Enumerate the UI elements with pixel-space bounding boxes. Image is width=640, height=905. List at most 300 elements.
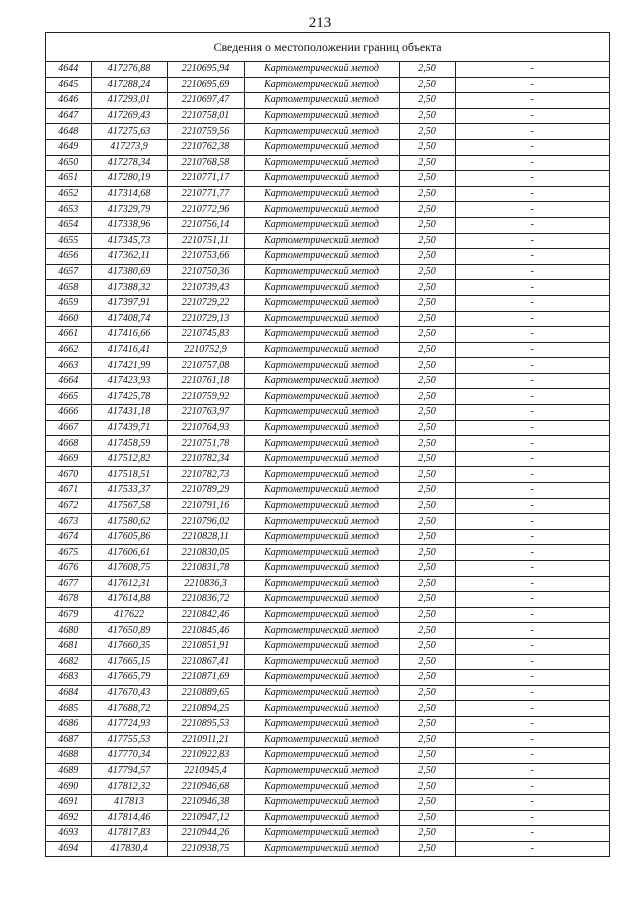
accuracy-cell: 2,50 xyxy=(399,592,455,608)
table-row xyxy=(46,389,609,405)
accuracy-cell: 2,50 xyxy=(399,576,455,592)
method-cell: Картометрический метод xyxy=(244,295,399,311)
coordinate-x-cell: 417670,43 xyxy=(91,685,167,701)
coordinate-y-cell: 2210771,17 xyxy=(167,171,244,187)
table-row xyxy=(46,826,609,842)
coordinate-x-cell: 417665,15 xyxy=(91,654,167,670)
accuracy-cell: 2,50 xyxy=(399,311,455,327)
point-number-cell: 4680 xyxy=(46,623,91,639)
note-cell: - xyxy=(455,810,609,826)
table-row xyxy=(46,451,609,467)
point-number-cell: 4669 xyxy=(46,451,91,467)
coordinate-y-cell: 2210895,53 xyxy=(167,716,244,732)
coordinate-y-cell: 2210945,4 xyxy=(167,763,244,779)
coordinate-x-cell: 417329,79 xyxy=(91,202,167,218)
note-cell: - xyxy=(455,779,609,795)
table-row xyxy=(46,139,609,155)
table-row xyxy=(46,841,609,857)
coordinate-x-cell: 417416,41 xyxy=(91,342,167,358)
coordinate-y-cell: 2210695,69 xyxy=(167,77,244,93)
method-cell: Картометрический метод xyxy=(244,420,399,436)
method-cell: Картометрический метод xyxy=(244,93,399,109)
method-cell: Картометрический метод xyxy=(244,155,399,171)
method-cell: Картометрический метод xyxy=(244,62,399,77)
point-number-cell: 4670 xyxy=(46,467,91,483)
point-number-cell: 4668 xyxy=(46,436,91,452)
accuracy-cell: 2,50 xyxy=(399,436,455,452)
method-cell: Картометрический метод xyxy=(244,794,399,810)
coordinate-x-cell: 417512,82 xyxy=(91,451,167,467)
coordinate-y-cell: 2210867,41 xyxy=(167,654,244,670)
coordinate-x-cell: 417380,69 xyxy=(91,264,167,280)
method-cell: Картометрический метод xyxy=(244,561,399,577)
coordinate-x-cell: 417794,57 xyxy=(91,763,167,779)
note-cell: - xyxy=(455,233,609,249)
coordinate-y-cell: 2210836,72 xyxy=(167,592,244,608)
point-number-cell: 4671 xyxy=(46,483,91,499)
coordinate-y-cell: 2210836,3 xyxy=(167,576,244,592)
table-row xyxy=(46,716,609,732)
table-row xyxy=(46,545,609,561)
table-row xyxy=(46,529,609,545)
point-number-cell: 4655 xyxy=(46,233,91,249)
coordinate-x-cell: 417421,99 xyxy=(91,358,167,374)
note-cell: - xyxy=(455,217,609,233)
note-cell: - xyxy=(455,514,609,530)
table-row xyxy=(46,108,609,124)
note-cell: - xyxy=(455,716,609,732)
method-cell: Картометрический метод xyxy=(244,342,399,358)
point-number-cell: 4663 xyxy=(46,358,91,374)
coordinate-x-cell: 417518,51 xyxy=(91,467,167,483)
accuracy-cell: 2,50 xyxy=(399,670,455,686)
point-number-cell: 4644 xyxy=(46,62,91,77)
note-cell: - xyxy=(455,280,609,296)
coordinate-x-cell: 417275,63 xyxy=(91,124,167,140)
table-row xyxy=(46,342,609,358)
method-cell: Картометрический метод xyxy=(244,108,399,124)
coordinate-y-cell: 2210750,36 xyxy=(167,264,244,280)
coordinate-x-cell: 417688,72 xyxy=(91,701,167,717)
method-cell: Картометрический метод xyxy=(244,732,399,748)
point-number-cell: 4682 xyxy=(46,654,91,670)
coordinate-y-cell: 2210751,78 xyxy=(167,436,244,452)
table-row xyxy=(46,311,609,327)
point-number-cell: 4685 xyxy=(46,701,91,717)
coordinate-y-cell: 2210828,11 xyxy=(167,529,244,545)
coordinate-y-cell: 2210830,05 xyxy=(167,545,244,561)
table-row xyxy=(46,171,609,187)
point-number-cell: 4667 xyxy=(46,420,91,436)
accuracy-cell: 2,50 xyxy=(399,732,455,748)
coordinate-x-cell: 417813 xyxy=(91,794,167,810)
method-cell: Картометрический метод xyxy=(244,826,399,842)
coordinate-y-cell: 2210782,73 xyxy=(167,467,244,483)
method-cell: Картометрический метод xyxy=(244,389,399,405)
accuracy-cell: 2,50 xyxy=(399,779,455,795)
table-row xyxy=(46,373,609,389)
point-number-cell: 4691 xyxy=(46,794,91,810)
accuracy-cell: 2,50 xyxy=(399,171,455,187)
table-row xyxy=(46,654,609,670)
method-cell: Картометрический метод xyxy=(244,498,399,514)
accuracy-cell: 2,50 xyxy=(399,249,455,265)
note-cell: - xyxy=(455,623,609,639)
point-number-cell: 4652 xyxy=(46,186,91,202)
method-cell: Картометрический метод xyxy=(244,311,399,327)
note-cell: - xyxy=(455,77,609,93)
note-cell: - xyxy=(455,576,609,592)
table-row xyxy=(46,405,609,421)
accuracy-cell: 2,50 xyxy=(399,763,455,779)
coordinate-x-cell: 417416,66 xyxy=(91,327,167,343)
note-cell: - xyxy=(455,389,609,405)
accuracy-cell: 2,50 xyxy=(399,93,455,109)
table-row xyxy=(46,155,609,171)
accuracy-cell: 2,50 xyxy=(399,295,455,311)
accuracy-cell: 2,50 xyxy=(399,529,455,545)
table-row xyxy=(46,498,609,514)
note-cell: - xyxy=(455,607,609,623)
method-cell: Картометрический метод xyxy=(244,576,399,592)
coordinate-x-cell: 417338,96 xyxy=(91,217,167,233)
coordinate-y-cell: 2210871,69 xyxy=(167,670,244,686)
note-cell: - xyxy=(455,62,609,77)
point-number-cell: 4689 xyxy=(46,763,91,779)
point-number-cell: 4645 xyxy=(46,77,91,93)
point-number-cell: 4677 xyxy=(46,576,91,592)
coordinate-x-cell: 417606,61 xyxy=(91,545,167,561)
method-cell: Картометрический метод xyxy=(244,763,399,779)
accuracy-cell: 2,50 xyxy=(399,358,455,374)
point-number-cell: 4675 xyxy=(46,545,91,561)
coordinate-y-cell: 2210946,68 xyxy=(167,779,244,795)
coordinate-y-cell: 2210938,75 xyxy=(167,841,244,857)
point-number-cell: 4657 xyxy=(46,264,91,280)
point-number-cell: 4673 xyxy=(46,514,91,530)
point-number-cell: 4678 xyxy=(46,592,91,608)
table-row xyxy=(46,779,609,795)
coordinate-y-cell: 2210759,92 xyxy=(167,389,244,405)
point-number-cell: 4662 xyxy=(46,342,91,358)
note-cell: - xyxy=(455,561,609,577)
point-number-cell: 4681 xyxy=(46,638,91,654)
table-row xyxy=(46,280,609,296)
coordinate-x-cell: 417622 xyxy=(91,607,167,623)
table-row xyxy=(46,638,609,654)
table-row xyxy=(46,77,609,93)
method-cell: Картометрический метод xyxy=(244,623,399,639)
coordinate-y-cell: 2210695,94 xyxy=(167,62,244,77)
coordinate-y-cell: 2210831,78 xyxy=(167,561,244,577)
accuracy-cell: 2,50 xyxy=(399,451,455,467)
note-cell: - xyxy=(455,124,609,140)
point-number-cell: 4693 xyxy=(46,826,91,842)
method-cell: Картометрический метод xyxy=(244,202,399,218)
accuracy-cell: 2,50 xyxy=(399,607,455,623)
note-cell: - xyxy=(455,467,609,483)
coordinate-x-cell: 417293,01 xyxy=(91,93,167,109)
coordinate-y-cell: 2210789,29 xyxy=(167,483,244,499)
accuracy-cell: 2,50 xyxy=(399,483,455,499)
note-cell: - xyxy=(455,545,609,561)
point-number-cell: 4649 xyxy=(46,139,91,155)
note-cell: - xyxy=(455,342,609,358)
note-cell: - xyxy=(455,295,609,311)
coordinate-y-cell: 2210761,18 xyxy=(167,373,244,389)
coordinate-y-cell: 2210752,9 xyxy=(167,342,244,358)
coordinates-table-body xyxy=(46,62,609,857)
accuracy-cell: 2,50 xyxy=(399,514,455,530)
accuracy-cell: 2,50 xyxy=(399,280,455,296)
coordinate-x-cell: 417770,34 xyxy=(91,748,167,764)
point-number-cell: 4666 xyxy=(46,405,91,421)
note-cell: - xyxy=(455,794,609,810)
coordinate-x-cell: 417660,35 xyxy=(91,638,167,654)
note-cell: - xyxy=(455,311,609,327)
accuracy-cell: 2,50 xyxy=(399,826,455,842)
coordinate-x-cell: 417397,91 xyxy=(91,295,167,311)
note-cell: - xyxy=(455,139,609,155)
method-cell: Картометрический метод xyxy=(244,358,399,374)
accuracy-cell: 2,50 xyxy=(399,841,455,857)
coordinate-y-cell: 2210751,11 xyxy=(167,233,244,249)
point-number-cell: 4694 xyxy=(46,841,91,857)
table-row xyxy=(46,202,609,218)
note-cell: - xyxy=(455,638,609,654)
coordinate-y-cell: 2210791,16 xyxy=(167,498,244,514)
note-cell: - xyxy=(455,529,609,545)
accuracy-cell: 2,50 xyxy=(399,186,455,202)
method-cell: Картометрический метод xyxy=(244,779,399,795)
accuracy-cell: 2,50 xyxy=(399,108,455,124)
accuracy-cell: 2,50 xyxy=(399,716,455,732)
note-cell: - xyxy=(455,748,609,764)
point-number-cell: 4688 xyxy=(46,748,91,764)
note-cell: - xyxy=(455,841,609,857)
point-number-cell: 4692 xyxy=(46,810,91,826)
coordinate-x-cell: 417345,73 xyxy=(91,233,167,249)
table-row xyxy=(46,436,609,452)
coordinate-y-cell: 2210842,46 xyxy=(167,607,244,623)
method-cell: Картометрический метод xyxy=(244,264,399,280)
accuracy-cell: 2,50 xyxy=(399,405,455,421)
note-cell: - xyxy=(455,826,609,842)
point-number-cell: 4665 xyxy=(46,389,91,405)
table-row xyxy=(46,467,609,483)
accuracy-cell: 2,50 xyxy=(399,561,455,577)
accuracy-cell: 2,50 xyxy=(399,233,455,249)
table-row xyxy=(46,295,609,311)
coordinate-x-cell: 417439,71 xyxy=(91,420,167,436)
coordinate-x-cell: 417273,9 xyxy=(91,139,167,155)
note-cell: - xyxy=(455,108,609,124)
coordinate-y-cell: 2210947,12 xyxy=(167,810,244,826)
method-cell: Картометрический метод xyxy=(244,217,399,233)
point-number-cell: 4686 xyxy=(46,716,91,732)
note-cell: - xyxy=(455,93,609,109)
accuracy-cell: 2,50 xyxy=(399,62,455,77)
accuracy-cell: 2,50 xyxy=(399,202,455,218)
coordinate-x-cell: 417314,68 xyxy=(91,186,167,202)
note-cell: - xyxy=(455,592,609,608)
method-cell: Картометрический метод xyxy=(244,171,399,187)
table-row xyxy=(46,576,609,592)
coordinate-x-cell: 417812,32 xyxy=(91,779,167,795)
method-cell: Картометрический метод xyxy=(244,139,399,155)
coordinate-x-cell: 417605,86 xyxy=(91,529,167,545)
table-row xyxy=(46,810,609,826)
point-number-cell: 4683 xyxy=(46,670,91,686)
coordinate-y-cell: 2210782,34 xyxy=(167,451,244,467)
point-number-cell: 4664 xyxy=(46,373,91,389)
table-row xyxy=(46,93,609,109)
coordinate-y-cell: 2210944,26 xyxy=(167,826,244,842)
coordinate-y-cell: 2210759,56 xyxy=(167,124,244,140)
table-row xyxy=(46,794,609,810)
note-cell: - xyxy=(455,685,609,701)
method-cell: Картометрический метод xyxy=(244,529,399,545)
coordinate-y-cell: 2210894,25 xyxy=(167,701,244,717)
table-row xyxy=(46,186,609,202)
point-number-cell: 4651 xyxy=(46,171,91,187)
table-row xyxy=(46,763,609,779)
coordinate-x-cell: 417362,11 xyxy=(91,249,167,265)
accuracy-cell: 2,50 xyxy=(399,498,455,514)
point-number-cell: 4684 xyxy=(46,685,91,701)
coordinate-x-cell: 417269,43 xyxy=(91,108,167,124)
coordinate-x-cell: 417614,88 xyxy=(91,592,167,608)
table-row xyxy=(46,217,609,233)
method-cell: Картометрический метод xyxy=(244,249,399,265)
note-cell: - xyxy=(455,420,609,436)
table-row xyxy=(46,358,609,374)
coordinate-y-cell: 2210739,43 xyxy=(167,280,244,296)
point-number-cell: 4650 xyxy=(46,155,91,171)
coordinate-y-cell: 2210922,83 xyxy=(167,748,244,764)
section-title: Сведения о местоположении границ объекта xyxy=(46,33,609,62)
method-cell: Картометрический метод xyxy=(244,685,399,701)
coordinate-x-cell: 417423,93 xyxy=(91,373,167,389)
coordinate-y-cell: 2210758,01 xyxy=(167,108,244,124)
table-row xyxy=(46,264,609,280)
coordinate-x-cell: 417567,58 xyxy=(91,498,167,514)
point-number-cell: 4658 xyxy=(46,280,91,296)
coordinates-sheet xyxy=(45,32,610,857)
point-number-cell: 4659 xyxy=(46,295,91,311)
coordinate-x-cell: 417425,78 xyxy=(91,389,167,405)
point-number-cell: 4648 xyxy=(46,124,91,140)
accuracy-cell: 2,50 xyxy=(399,638,455,654)
table-row xyxy=(46,514,609,530)
table-row xyxy=(46,233,609,249)
method-cell: Картометрический метод xyxy=(244,607,399,623)
coordinate-x-cell: 417724,93 xyxy=(91,716,167,732)
coordinate-x-cell: 417830,4 xyxy=(91,841,167,857)
accuracy-cell: 2,50 xyxy=(399,327,455,343)
coordinate-x-cell: 417408,74 xyxy=(91,311,167,327)
coordinate-y-cell: 2210768,58 xyxy=(167,155,244,171)
note-cell: - xyxy=(455,654,609,670)
point-number-cell: 4676 xyxy=(46,561,91,577)
coordinate-y-cell: 2210762,38 xyxy=(167,139,244,155)
point-number-cell: 4690 xyxy=(46,779,91,795)
accuracy-cell: 2,50 xyxy=(399,124,455,140)
table-row xyxy=(46,701,609,717)
coordinate-x-cell: 417612,31 xyxy=(91,576,167,592)
table-row xyxy=(46,124,609,140)
accuracy-cell: 2,50 xyxy=(399,155,455,171)
method-cell: Картометрический метод xyxy=(244,186,399,202)
method-cell: Картометрический метод xyxy=(244,436,399,452)
note-cell: - xyxy=(455,451,609,467)
note-cell: - xyxy=(455,171,609,187)
coordinate-x-cell: 417533,37 xyxy=(91,483,167,499)
accuracy-cell: 2,50 xyxy=(399,654,455,670)
coordinate-y-cell: 2210763,97 xyxy=(167,405,244,421)
note-cell: - xyxy=(455,763,609,779)
accuracy-cell: 2,50 xyxy=(399,794,455,810)
coordinate-x-cell: 417431,18 xyxy=(91,405,167,421)
accuracy-cell: 2,50 xyxy=(399,810,455,826)
coordinate-y-cell: 2210745,83 xyxy=(167,327,244,343)
method-cell: Картометрический метод xyxy=(244,716,399,732)
point-number-cell: 4661 xyxy=(46,327,91,343)
method-cell: Картометрический метод xyxy=(244,327,399,343)
coordinate-y-cell: 2210889,65 xyxy=(167,685,244,701)
coordinate-y-cell: 2210729,22 xyxy=(167,295,244,311)
note-cell: - xyxy=(455,670,609,686)
coordinate-x-cell: 417665,79 xyxy=(91,670,167,686)
method-cell: Картометрический метод xyxy=(244,592,399,608)
note-cell: - xyxy=(455,498,609,514)
point-number-cell: 4656 xyxy=(46,249,91,265)
coordinate-y-cell: 2210845,46 xyxy=(167,623,244,639)
coordinate-y-cell: 2210796,02 xyxy=(167,514,244,530)
method-cell: Картометрический метод xyxy=(244,810,399,826)
coordinate-y-cell: 2210753,66 xyxy=(167,249,244,265)
coordinate-x-cell: 417608,75 xyxy=(91,561,167,577)
note-cell: - xyxy=(455,701,609,717)
accuracy-cell: 2,50 xyxy=(399,77,455,93)
note-cell: - xyxy=(455,483,609,499)
accuracy-cell: 2,50 xyxy=(399,389,455,405)
coordinate-x-cell: 417814,46 xyxy=(91,810,167,826)
table-row xyxy=(46,623,609,639)
coordinate-y-cell: 2210757,08 xyxy=(167,358,244,374)
accuracy-cell: 2,50 xyxy=(399,467,455,483)
method-cell: Картометрический метод xyxy=(244,545,399,561)
point-number-cell: 4653 xyxy=(46,202,91,218)
coordinate-x-cell: 417755,53 xyxy=(91,732,167,748)
coordinate-x-cell: 417650,89 xyxy=(91,623,167,639)
method-cell: Картометрический метод xyxy=(244,233,399,249)
note-cell: - xyxy=(455,249,609,265)
method-cell: Картометрический метод xyxy=(244,77,399,93)
point-number-cell: 4672 xyxy=(46,498,91,514)
coordinate-y-cell: 2210771,77 xyxy=(167,186,244,202)
coordinates-table xyxy=(46,62,609,857)
table-row xyxy=(46,592,609,608)
accuracy-cell: 2,50 xyxy=(399,264,455,280)
note-cell: - xyxy=(455,202,609,218)
point-number-cell: 4679 xyxy=(46,607,91,623)
note-cell: - xyxy=(455,436,609,452)
note-cell: - xyxy=(455,264,609,280)
accuracy-cell: 2,50 xyxy=(399,701,455,717)
method-cell: Картометрический метод xyxy=(244,451,399,467)
method-cell: Картометрический метод xyxy=(244,654,399,670)
